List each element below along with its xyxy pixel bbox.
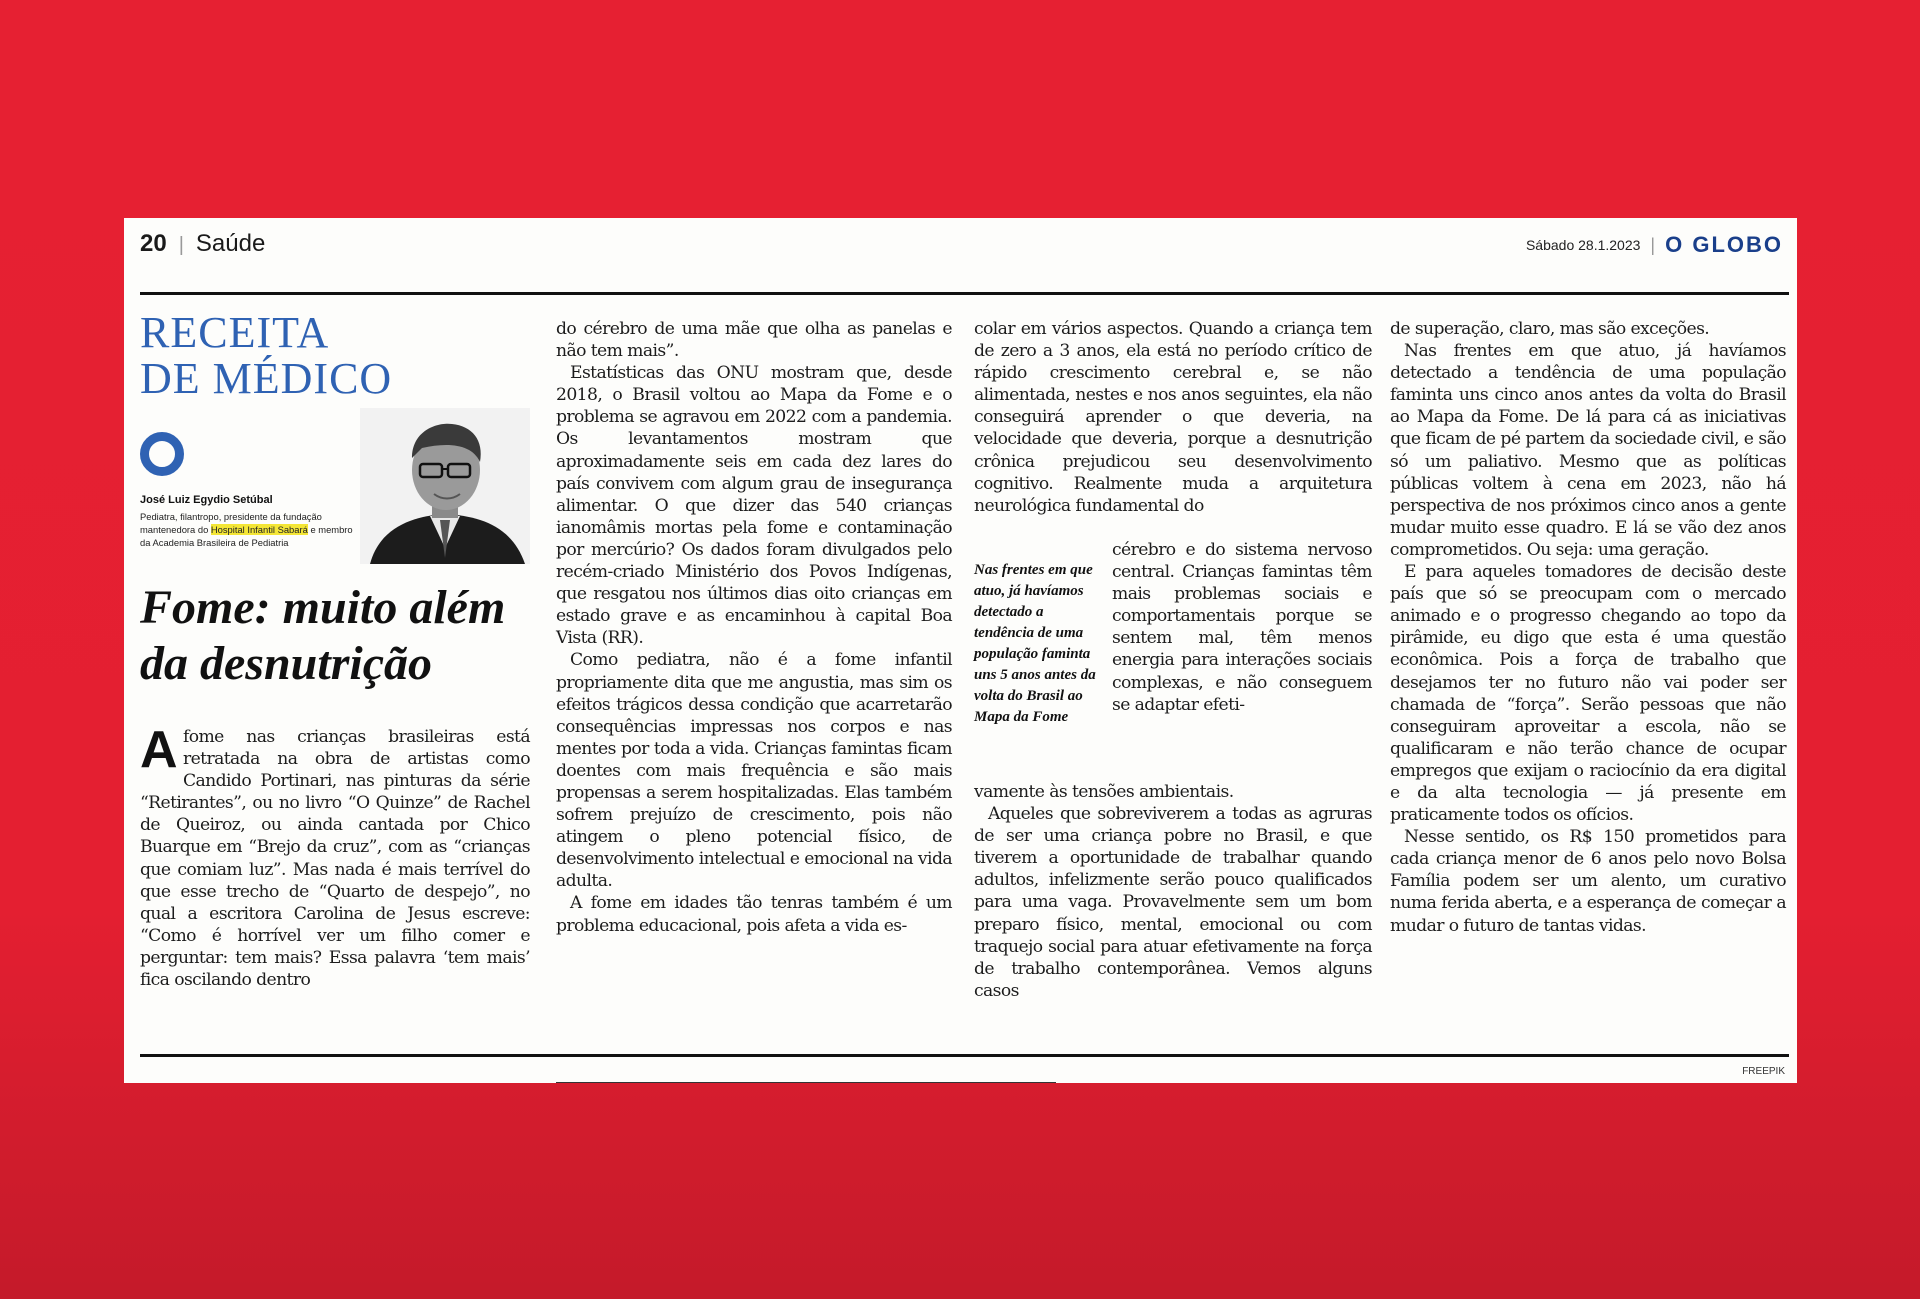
paragraph: Estatísticas das ONU mostram que, desde 2018, o Brasil voltou ao Mapa da Fome e o problema se agravou em 2022 com a pandemia. Os levantamentos mostram que aproximadamente seis em cada dez lares do país convivem com algum grau de insegurança alimentar. O que dizer das 540 crianças ianomâmis mortas pela fome e contaminação por mercúrio? Os dados foram divulgados pelo recém-criado Ministério dos Povos Indígenas, que resgatou nos últimos dias oito crianças em estado grave e as encaminhou à capital Boa Vista (RR). <box>556 363 952 649</box>
paragraph: colar em vários aspectos. Quando a criança tem de zero a 3 anos, ela está no período crítico de rápido crescimento cerebral e, se não alimentada, nestes e nos anos seguintes, ela não conseguirá aprender o que deveria, na velocidade que deveria, porque a desnutrição crônica prejudicou seu desenvolvimento cognitivo. Realmente muda a arquitetura neurológica fundamental do <box>974 319 1372 516</box>
paragraph <box>140 721 530 991</box>
drop-cap: A <box>140 721 177 779</box>
kicker-line-2: DE MÉDICO <box>140 354 393 403</box>
highlighted-hospital: Hospital Infantil Sabará <box>210 524 308 535</box>
paragraph: do cérebro de uma mãe que olha as panelas e não tem mais”. <box>556 319 952 362</box>
paragraph: cérebro e do sistema nervoso central. Crianças famintas têm mais problemas sociais e comportamentais porque se sentem mal, têm menos energia para interações sociais complexas, e não conseguem se adaptar efeti- <box>1112 540 1372 715</box>
article-column-1 <box>140 721 530 991</box>
header-divider: | <box>178 234 184 256</box>
article-column-3-wrap <box>1112 539 1372 716</box>
paragraph-text: fome nas crianças brasileiras está retratada na obra de artistas como Candido Portinari, nas pinturas da série “Retirantes”, ou no livro “O Quinze” de Rachel de Queiroz, ou ainda cantada por Chico Buarque em “Brejo da cruz”, com as “crianças que comiam luz”. Mas nada é mais terrível do que esse trecho de “Quarto de despejo”, no qual a escritora Carolina de Jesus escreve: “Como é horrível ver um filho comer e perguntar: tem mais? Essa palavra ‘tem mais’ fica oscilando dentro <box>140 727 530 991</box>
author-photo <box>360 408 530 564</box>
author-name: José Luiz Egydio Setúbal <box>140 494 273 506</box>
newspaper-page <box>124 218 1797 1083</box>
article-column-2 <box>556 318 952 937</box>
section-name: Saúde <box>195 230 266 257</box>
kicker-line-1: RECEITA <box>140 308 330 357</box>
column-kicker <box>140 310 470 402</box>
author-bio <box>140 510 365 549</box>
o-globo-badge-icon <box>140 432 184 476</box>
paragraph: Nesse sentido, os R$ 150 prometidos para cada criança menor de 6 anos pelo novo Bolsa Família podem ser um alento, um curativo numa ferida aberta, e a esperança de começar a mudar o futuro de tantas vidas. <box>1390 827 1786 936</box>
pull-quote: Nas frentes em que atuo, já havíamos detectado a tendência de uma população faminta uns 5 anos antes da volta do Brasil ao Mapa da Fome <box>974 562 1096 725</box>
next-article-rule <box>556 1082 1056 1083</box>
paragraph: Aqueles que sobreviverem a todas as agruras de ser uma criança pobre no Brasil, e que tiverem a oportunidade de trabalhar quando adultos, infelizmente serão pouco qualificados para uma vaga. Provavelmente sem um bom preparo físico, mental, emocional ou com traquejo social para atuar efetivamente na força de trabalho contemporânea. Vemos alguns casos <box>974 804 1372 1001</box>
page-number: 20 <box>140 230 167 257</box>
paragraph: A fome em idades tão tenras também é um problema educacional, pois afeta a vida es- <box>556 893 952 936</box>
author-bio-prefix: Pediatra, filantropo, presidente da fundação mantenedora do <box>140 511 322 535</box>
bottom-rule <box>140 1054 1789 1057</box>
photo-credit: FREEPIK <box>1742 1066 1785 1077</box>
page-header-left <box>140 230 265 258</box>
page-header-right <box>1526 232 1783 258</box>
article-column-4 <box>1390 318 1786 937</box>
paragraph: Nas frentes em que atuo, já havíamos detectado a tendência de uma população faminta uns cinco anos antes da volta do Brasil ao Mapa da Fome. De lá para cá as iniciativas que ficam de pé partem da sociedade civil, e são só um paliativo. Mesmo que as políticas públicas voltem à cena em 2023, não há perspectiva de nos próximos cinco anos a gente mudar muito esse quadro. E lá se vão dez anos comprometidos. Ou seja: uma geração. <box>1390 341 1786 560</box>
paragraph: vamente às tensões ambientais. <box>974 782 1234 802</box>
header-divider: | <box>1650 234 1656 255</box>
paragraph: de superação, claro, mas são exceções. <box>1390 319 1710 339</box>
newspaper-logo: O GLOBO <box>1665 232 1783 257</box>
author-bio-suffix: e membro da Academia Brasileira de Pediatria <box>140 524 353 548</box>
top-rule <box>140 292 1789 295</box>
article-headline: Fome: muito além da desnutrição <box>140 581 506 690</box>
paragraph: E para aqueles tomadores de decisão deste país que só se preocupam com o mercado animado e o progresso chegando ao topo da pirâmide, eu digo que esta é uma questão econômica. Pois a força de trabalho que desejamos ter no futuro não vai poder ser chamada de “força”. Serão pessoas que não conseguiram aproveitar a escola, não se qualificaram e não terão chance de ocupar empregos que exijam o raciocínio da era digital e da alta tecnologia — já presente em praticamente todos os ofícios. <box>1390 562 1786 826</box>
issue-date: Sábado 28.1.2023 <box>1525 237 1641 253</box>
article-column-3-bottom <box>974 781 1372 1002</box>
paragraph: Como pediatra, não é a fome infantil propriamente dita que me angustia, mas sim os efeitos trágicos dessa condição que acarretarão consequências impressas nos corpos e nas mentes por toda a vida. Crianças famintas ficam doentes com mais frequência e são mais propensas a serem hospitalizadas. Elas também sofrem prejuízo de crescimento, pois não atingem o pleno potencial físico, de desenvolvimento intelectual e emocional na vida adulta. <box>556 650 952 892</box>
article-column-3-top <box>974 318 1372 517</box>
